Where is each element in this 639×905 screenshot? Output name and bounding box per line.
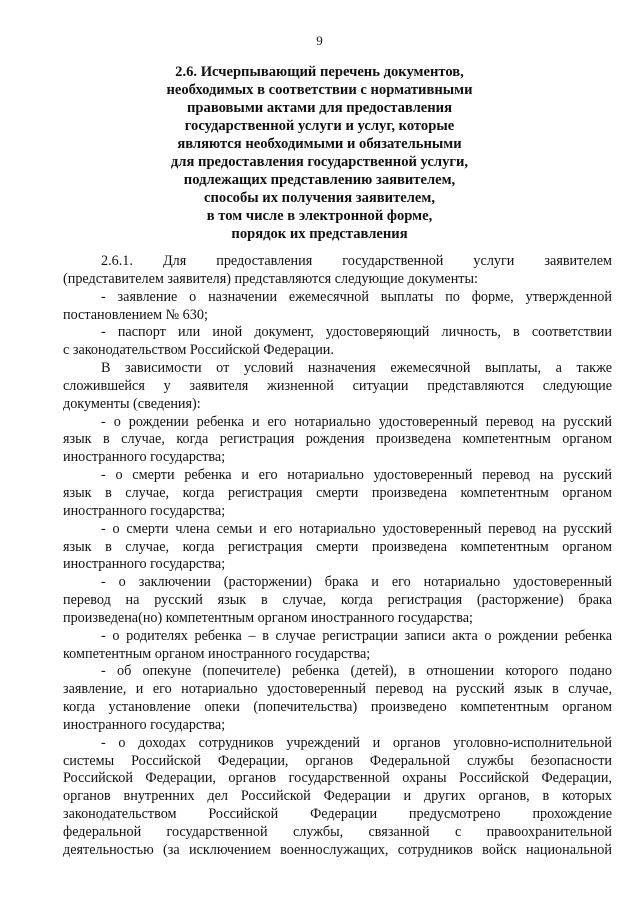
text-line: сложившейся у заявителя жизненной ситуации представляются следующие (63, 377, 612, 394)
text-line: язык в случае, когда регистрация рождения произведена компетентным органом (63, 431, 612, 448)
heading-line: для предоставления государственной услуги, (170, 154, 469, 170)
text-line: когда установление опеки (попечительства) произведено компетентным органом (63, 699, 612, 716)
text-line: иностранного государства; (63, 449, 226, 466)
text-line: - об опекуне (попечителе) ребенка (детей), в отношении которого подано (101, 663, 612, 680)
document-body (63, 253, 612, 860)
text-line: - о смерти члена семьи и его нотариально удостоверенный перевод на русский (101, 520, 612, 537)
text-line: язык в случае, когда регистрация смерти произведена компетентным органом (63, 484, 612, 501)
text-line: - заявление о назначении ежемесячной выплаты по форме, утвержденной (101, 288, 612, 305)
text-line: - о родителях ребенка – в случае регистрации записи акта о рождении ребенка (101, 627, 612, 644)
text-line: органов внутренних дел Российской Федерации и других органов, в которых (63, 788, 612, 805)
text-line: В зависимости от условий назначения ежемесячной выплаты, а также (101, 360, 612, 377)
text-line: - о смерти ребенка и его нотариально удостоверенный перевод на русский (101, 467, 612, 484)
text-line: компетентным органом иностранного государства; (63, 645, 371, 662)
heading-line: правовыми актами для предоставления (187, 100, 452, 116)
text-line: иностранного государства; (63, 502, 226, 519)
text-line: иностранного государства; (63, 716, 226, 733)
heading-line: необходимых в соответствии с нормативными (166, 82, 473, 98)
text-line: - о рождении ребенка и его нотариально удостоверенный перевод на русский (101, 413, 612, 430)
text-line: - паспорт или иной документ, удостоверяющий личность, в соответствии (101, 324, 612, 341)
text-line: системы Российской Федерации, органов Федеральной службы безопасности (63, 752, 612, 769)
text-line: произведена(но) компетентным органом иностранного государства; (63, 609, 473, 626)
text-line: с законодательством Российской Федерации. (63, 342, 334, 359)
heading-line: подлежащих представлению заявителем, (183, 172, 456, 188)
text-line: федеральной государственной службы, связанной с правоохранительной (63, 824, 612, 840)
text-line: документы (сведения): (63, 395, 201, 412)
section-heading (0, 63, 639, 243)
heading-line: в том числе в электронной форме, (206, 208, 433, 224)
text-line: - о заключении (расторжении) брака и его нотариально удостоверенный (101, 574, 612, 591)
text-line: язык в случае, когда регистрация смерти произведена компетентным органом (63, 538, 612, 555)
heading-line: государственной услуги и услуг, которые (184, 118, 455, 134)
text-line: заявление, и его нотариально удостоверенный перевод на русский язык в случае, (63, 681, 612, 698)
text-line: деятельностью (за исключением военнослужащих, сотрудников войск национальной (63, 841, 612, 858)
text-line: перевод на русский язык в случае, когда регистрация (расторжение) брака (63, 592, 612, 609)
heading-line: являются необходимыми и обязательными (177, 136, 462, 152)
page-number: 9 (316, 33, 323, 48)
text-line: Российской Федерации, органов государственной охраны Российской Федерации, (63, 770, 612, 787)
heading-line: 2.6. Исчерпывающий перечень документов, (175, 64, 464, 80)
text-line: - о доходах сотрудников учреждений и органов уголовно-исполнительной (101, 734, 612, 751)
text-line: законодательством Российской Федерации предусмотрено прохождение (63, 806, 612, 823)
text-line: 2.6.1. Для предоставления государственной услуги заявителем (101, 253, 612, 269)
text-line: (представителем заявителя) представляются следующие документы: (63, 270, 478, 287)
text-line: постановлением № 630; (63, 306, 208, 323)
text-line: иностранного государства; (63, 556, 226, 573)
heading-line: порядок их представления (231, 226, 408, 242)
heading-line: способы их получения заявителем, (204, 190, 435, 206)
